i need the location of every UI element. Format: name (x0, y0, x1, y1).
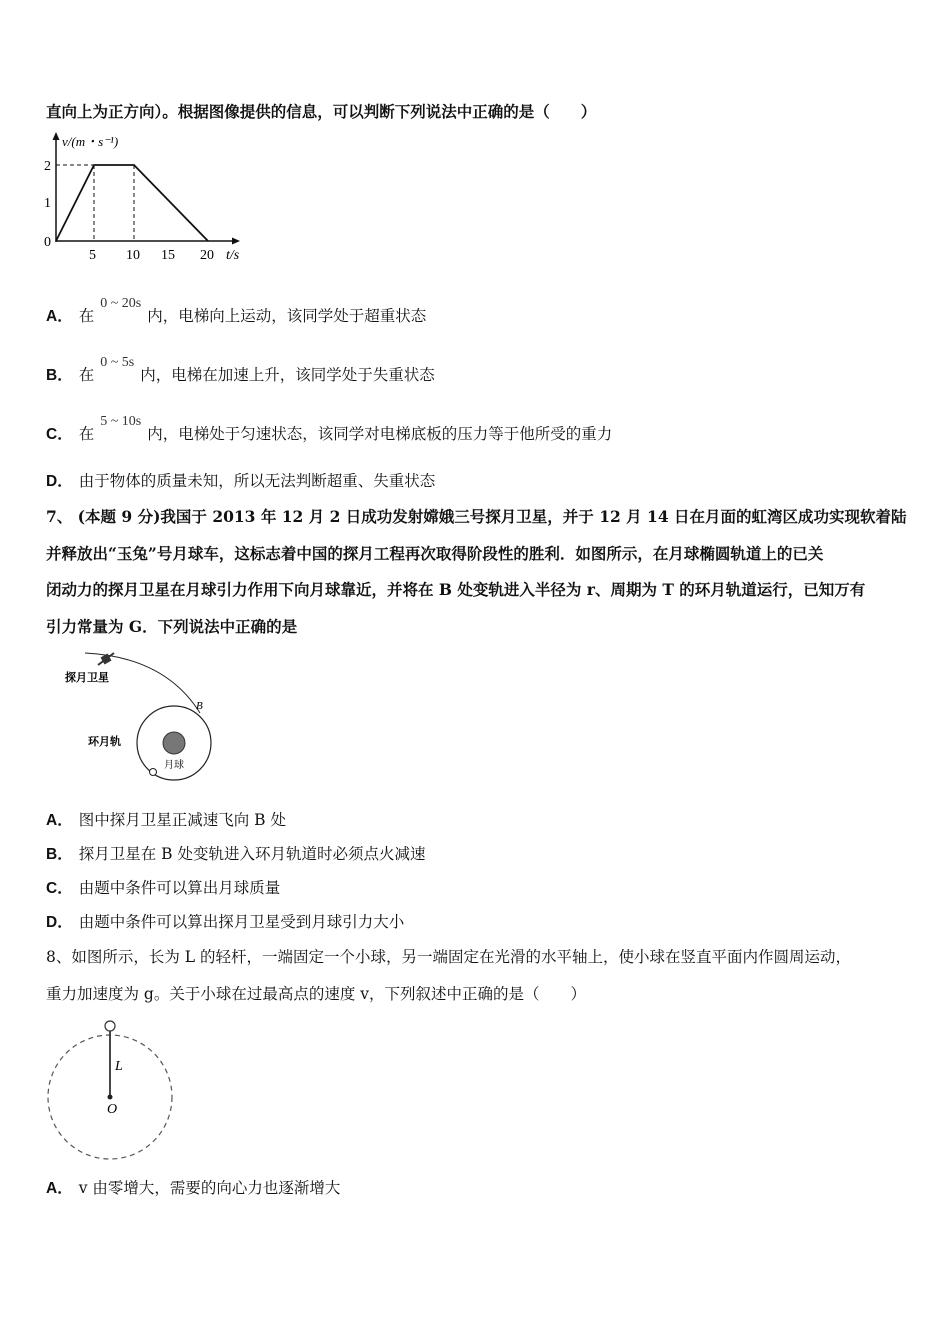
q6-graph-y-arrow (53, 132, 60, 140)
q7-satellite-label: 探月卫星 (65, 672, 109, 684)
q7-moon-label: 月球 (164, 760, 184, 771)
q7-stem-line-1: 7、 (本题 9 分)我国于 2013 年 12 月 2 日成功发射嫦娥三号探月卫星，并于 12 月 14 日在月面的虹湾区成功实现软着陆 (46, 507, 907, 526)
q6-graph-x-tick-15: 15 (161, 248, 175, 263)
q7-option-a-label: A． (46, 812, 73, 829)
q8-stem-line-1: 8、如图所示，长为 L 的轻杆，一端固定一个小球，另一端固定在光滑的水平轴上，使小球在竖直平面内作圆周运动， (46, 948, 852, 966)
q8-stem-line-2: 重力加速度为 g。关于小球在过最高点的速度 v，下列叙述中正确的是（ ） (46, 985, 587, 1003)
q7-option-c-label: C． (46, 880, 73, 897)
q8-option-a-text: v 由零增大，需要的向心力也逐渐增大 (78, 1179, 341, 1197)
q6-option-c-text: 内，电梯处于匀速状态，该同学对电梯底板的压力等于他所受的重力 (147, 425, 613, 443)
q6-option-d (46, 471, 435, 492)
q6-option-c-label: C． (46, 426, 73, 443)
q7-option-c (46, 878, 280, 899)
q6-option-a (46, 296, 427, 328)
q8-rod-figure (45, 1015, 180, 1160)
q6-graph-vt-line (56, 165, 208, 241)
q6-graph-x-tick-5: 5 (89, 248, 96, 263)
q7-orbit-satellite-dot (150, 769, 157, 776)
q7-option-d-text: 由题中条件可以算出探月卫星受到月球引力大小 (78, 913, 405, 931)
q7-orbit-label: 环月轨 (88, 736, 121, 748)
moon-icon (163, 732, 185, 754)
q7-option-d-label: D． (46, 914, 73, 931)
q7-option-a-text: 图中探月卫星正减速飞向 B 处 (78, 811, 286, 829)
q7-stem-line-2: 并释放出“玉兔”号月球车，这标志着中国的探月工程再次取得阶段性的胜利．如图所示，在月球椭圆轨道上的已关 (46, 544, 824, 563)
q6-stem-tail: 直向上为正方向）。根据图像提供的信息，可以判断下列说法中正确的是（ ） (46, 102, 597, 121)
q6-option-c (46, 414, 613, 446)
q7-option-d (46, 912, 404, 933)
q7-option-c-text: 由题中条件可以算出月球质量 (78, 879, 281, 897)
q7-stem-line-3: 闭动力的探月卫星在月球引力作用下向月球靠近，并将在 B 处变轨进入半径为 r、周期为 T 的环月轨道运行，已知万有 (46, 580, 866, 599)
q8-ball-icon (105, 1021, 115, 1031)
q6-option-d-label: D． (46, 473, 73, 490)
q6-option-b-text: 内，电梯在加速上升，该同学处于失重状态 (140, 366, 435, 384)
q6-vt-graph (40, 128, 255, 268)
q6-option-a-text: 内，电梯向上运动，该同学处于超重状态 (147, 307, 427, 325)
q7-option-b-label: B． (46, 846, 73, 863)
q8-option-a-label: A． (46, 1180, 73, 1197)
q6-graph-x-arrow (232, 238, 240, 245)
q7-stem-line-4: 引力常量为 G．下列说法中正确的是 (46, 617, 298, 636)
q6-option-a-pre: 在 (78, 307, 95, 325)
q6-graph-x-label: t/s (226, 248, 240, 263)
q6-option-d-text: 由于物体的质量未知，所以无法判断超重、失重状态 (78, 472, 436, 490)
q8-axis-label: O (107, 1102, 118, 1117)
q6-option-b-pre: 在 (78, 366, 95, 384)
q8-axis-dot (108, 1095, 113, 1100)
q7-option-b-text: 探月卫星在 B 处变轨进入环月轨道时必须点火减速 (78, 845, 426, 863)
q6-graph-y-tick-1: 1 (44, 196, 51, 211)
q6-graph-y-tick-0: 0 (44, 235, 51, 250)
q6-graph-x-tick-20: 20 (200, 248, 214, 263)
q7-option-a (46, 810, 286, 831)
q6-option-b-formula: 0 ~ 5s (100, 355, 135, 370)
q6-option-b (46, 355, 435, 387)
q6-graph-x-tick-10: 10 (126, 248, 140, 263)
q6-graph-y-label: v/(m・s⁻¹) (62, 134, 119, 149)
q8-rod-label: L (115, 1059, 123, 1074)
q7-orbit-figure (60, 645, 230, 785)
q6-option-a-label: A． (46, 308, 73, 325)
q6-option-a-formula: 0 ~ 20s (100, 296, 142, 311)
q6-graph-y-tick-2: 2 (44, 159, 51, 174)
q7-point-b-label: B (196, 700, 203, 712)
q6-option-c-pre: 在 (78, 425, 95, 443)
q7-option-b (46, 844, 425, 865)
q6-option-c-formula: 5 ~ 10s (100, 414, 142, 429)
q6-option-b-label: B． (46, 367, 73, 384)
q8-option-a (46, 1178, 340, 1199)
